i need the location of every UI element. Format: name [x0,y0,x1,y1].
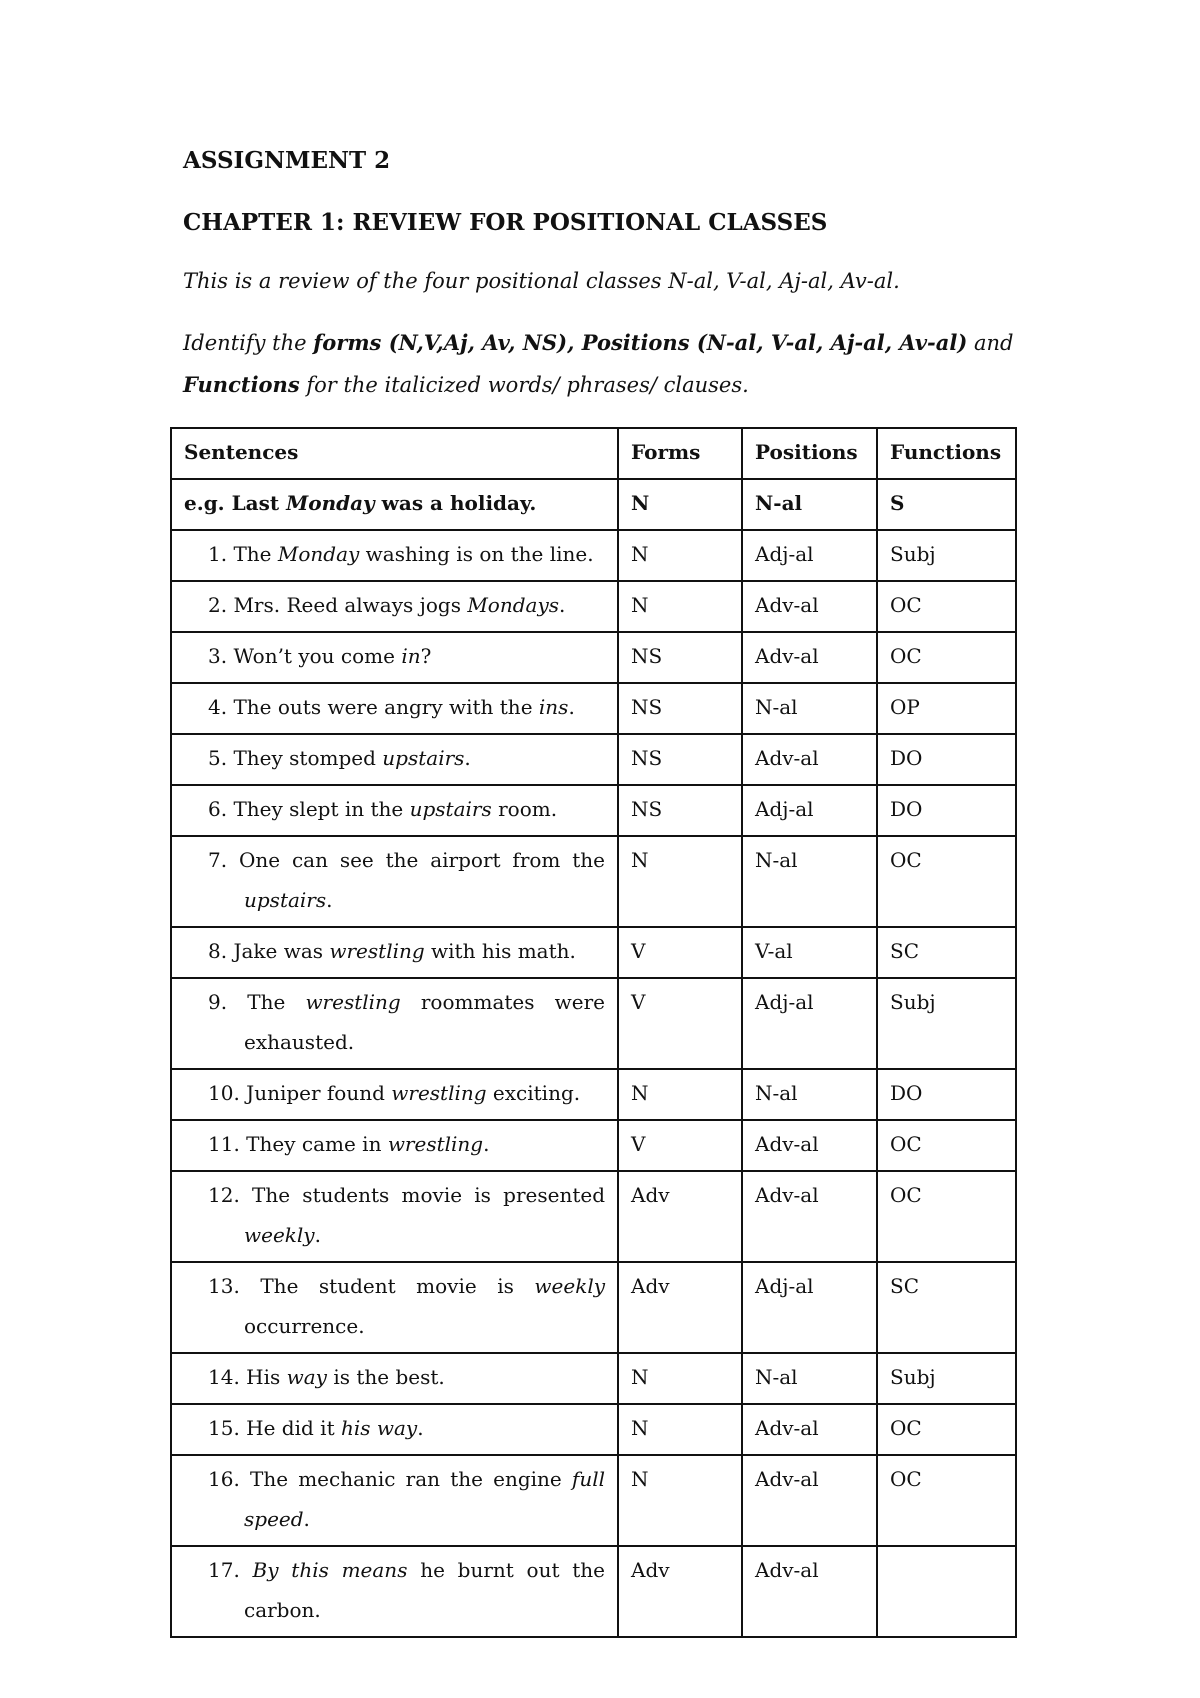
function-cell: OC [877,581,1016,632]
function-cell: OC [877,1404,1016,1455]
position-cell: Adv-al [742,1546,877,1637]
table-row [171,785,1016,836]
form-cell: NS [618,785,742,836]
sentence-cell [171,1455,618,1546]
function-cell: Subj [877,530,1016,581]
sentence-part: was a holiday. [374,491,537,515]
example-form: N [618,479,742,530]
sentence-number: 14. [208,1365,240,1389]
sentence-cell [171,1404,618,1455]
italic-word: Monday [277,542,360,566]
form-cell: N [618,1404,742,1455]
sentence-number: 4. [208,695,228,719]
sentence-part: They came in [246,1132,388,1156]
instruction-part: and [967,331,1014,355]
form-cell: Adv [618,1262,742,1353]
form-cell: V [618,978,742,1069]
form-cell: NS [618,734,742,785]
position-cell: N-al [742,836,877,927]
position-cell: Adv-al [742,1455,877,1546]
position-cell: N-al [742,1069,877,1120]
table-row [171,1120,1016,1171]
table-row [171,836,1016,927]
sentence-part: The outs were angry with the [233,695,539,719]
header-positions: Positions [742,428,877,479]
italic-word: full speed [244,1467,605,1531]
form-cell: NS [618,632,742,683]
instruction-text [183,322,1063,406]
position-cell: Adj-al [742,978,877,1069]
function-cell: OC [877,1455,1016,1546]
form-cell: Adv [618,1546,742,1637]
position-cell: Adv-al [742,1171,877,1262]
function-cell: OC [877,1120,1016,1171]
function-cell: DO [877,734,1016,785]
header-forms: Forms [618,428,742,479]
table-row [171,1455,1016,1546]
sentence-part: . [483,1132,490,1156]
sentence-part: with his math. [424,939,576,963]
sentence-cell [171,581,618,632]
sentence-part: The student movie is [260,1274,535,1298]
form-cell: N [618,836,742,927]
sentence-part: e.g. Last [184,491,287,515]
sentence-part: They stomped [233,746,383,770]
italic-word: weekly [534,1274,606,1298]
form-cell: N [618,530,742,581]
sentence-number: 15. [208,1416,240,1440]
sentence-number: 17. [208,1558,240,1582]
sentence-part: occurrence. [244,1314,365,1338]
positional-classes-table [170,427,1017,1638]
sentence-part: The students movie is presented [252,1183,605,1207]
function-cell: DO [877,1069,1016,1120]
sentence-number: 3. [208,644,228,668]
header-block [183,146,1063,406]
function-cell: Subj [877,1353,1016,1404]
italic-word: wrestling [391,1081,487,1105]
function-cell: SC [877,927,1016,978]
assignment-title: ASSIGNMENT 2 [183,147,391,174]
instruction-part: for the italicized words/ phrases/ clauses. [299,373,749,397]
italic-word: upstairs [244,888,327,912]
italic-word: By this means [252,1558,408,1582]
italic-word: upstairs [382,746,465,770]
table-row [171,632,1016,683]
sentence-part: Jake was [233,939,330,963]
sentence-number: 5. [208,746,228,770]
sentence-cell [171,1353,618,1404]
sentence-part: The [247,990,306,1014]
table-row [171,1262,1016,1353]
sentence-number: 9. [208,990,228,1014]
sentence-number: 13. [208,1274,240,1298]
sentence-part: The [233,542,278,566]
form-cell: V [618,927,742,978]
italic-word: wrestling [305,990,401,1014]
sentence-number: 7. [208,848,228,872]
sentence-part: They slept in the [233,797,410,821]
sentence-part: Mrs. Reed always jogs [233,593,468,617]
sentence-number: 2. [208,593,228,617]
sentence-part: . [417,1416,424,1440]
form-cell: N [618,1455,742,1546]
instruction-part: Identify the [183,331,314,355]
sentence-cell [171,1120,618,1171]
sentence-part: . [314,1223,321,1247]
sentence-number: 8. [208,939,228,963]
instruction-bold-forms: forms (N,V,Aj, Av, NS), Positions (N-al, V-al, Aj-al, Av-al) [313,330,968,355]
position-cell: N-al [742,683,877,734]
sentence-cell [171,530,618,581]
form-cell: NS [618,683,742,734]
form-cell: Adv [618,1171,742,1262]
function-cell: DO [877,785,1016,836]
example-position: N-al [742,479,877,530]
sentence-number: 1. [208,542,228,566]
sentence-cell [171,734,618,785]
sentence-number: 12. [208,1183,240,1207]
table-row [171,734,1016,785]
sentence-number: 11. [208,1132,240,1156]
sentence-part: room. [491,797,558,821]
function-cell: OC [877,632,1016,683]
table-row [171,1546,1016,1637]
italic-word: his way [340,1416,418,1440]
header-functions: Functions [877,428,1016,479]
table-row [171,1353,1016,1404]
sentence-cell [171,978,618,1069]
example-function: S [877,479,1016,530]
form-cell: N [618,581,742,632]
table-row [171,978,1016,1069]
position-cell: Adj-al [742,530,877,581]
function-cell: SC [877,1262,1016,1353]
sentence-cell [171,927,618,978]
chapter-heading: CHAPTER 1: REVIEW FOR POSITIONAL CLASSES [183,209,828,236]
form-cell: N [618,1069,742,1120]
sentence-cell [171,632,618,683]
sentence-part: Won’t you come [233,644,402,668]
sentence-cell [171,1546,618,1637]
sentence-part: . [326,888,333,912]
form-cell: V [618,1120,742,1171]
sentence-part: ? [420,644,432,668]
sentence-part: One can see the airport from the [238,848,606,872]
sentence-number: 6. [208,797,228,821]
header-sentences: Sentences [171,428,618,479]
italic-word: way [286,1365,327,1389]
instruction-bold-functions: Functions [183,372,300,397]
sentence-cell [171,1069,618,1120]
table-row [171,927,1016,978]
example-sentence [171,479,618,530]
position-cell: Adv-al [742,632,877,683]
sentence-part: roommates were exhausted. [244,990,605,1054]
sentence-part: The mechanic ran the engine [249,1467,572,1491]
form-cell: N [618,1353,742,1404]
function-cell: OC [877,1171,1016,1262]
position-cell: Adj-al [742,1262,877,1353]
sentence-cell [171,1171,618,1262]
position-cell: Adv-al [742,1404,877,1455]
italic-word: Mondays [467,593,560,617]
sentence-cell [171,1262,618,1353]
italic-word: wrestling [329,939,425,963]
sentence-part: . [303,1507,310,1531]
sentence-part: . [464,746,471,770]
italic-word: wrestling [387,1132,484,1156]
sentence-part: he burnt out the carbon. [244,1558,605,1622]
sentence-part: He did it [246,1416,341,1440]
sentence-part: . [559,593,566,617]
intro-text: This is a review of the four positional classes N-al, V-al, Aj-al, Av-al. [183,269,900,293]
sentence-part: exciting. [486,1081,581,1105]
position-cell: Adv-al [742,581,877,632]
italic-word: upstairs [409,797,492,821]
position-cell: N-al [742,1353,877,1404]
sentence-part: Juniper found [246,1081,392,1105]
position-cell: Adj-al [742,785,877,836]
sentence-part: washing is on the line. [359,542,594,566]
table-row [171,1069,1016,1120]
function-cell: OC [877,836,1016,927]
function-cell: OP [877,683,1016,734]
table-row [171,1404,1016,1455]
sentence-number: 16. [208,1467,240,1491]
position-cell: Adv-al [742,734,877,785]
table-row [171,683,1016,734]
sentence-part: is the best. [326,1365,445,1389]
italic-word: ins [538,695,569,719]
table-header-row [171,428,1016,479]
sentence-part: . [568,695,575,719]
example-row [171,479,1016,530]
italic-word: weekly [244,1223,315,1247]
sentence-cell [171,785,618,836]
italic-word: Monday [286,491,375,515]
position-cell: V-al [742,927,877,978]
table-row [171,530,1016,581]
position-cell: Adv-al [742,1120,877,1171]
function-cell [877,1546,1016,1637]
sentence-cell [171,836,618,927]
table-row [171,1171,1016,1262]
sentence-cell [171,683,618,734]
sentence-number: 10. [208,1081,240,1105]
function-cell: Subj [877,978,1016,1069]
table-row [171,581,1016,632]
italic-word: in [401,644,421,668]
sentence-part: His [246,1365,287,1389]
